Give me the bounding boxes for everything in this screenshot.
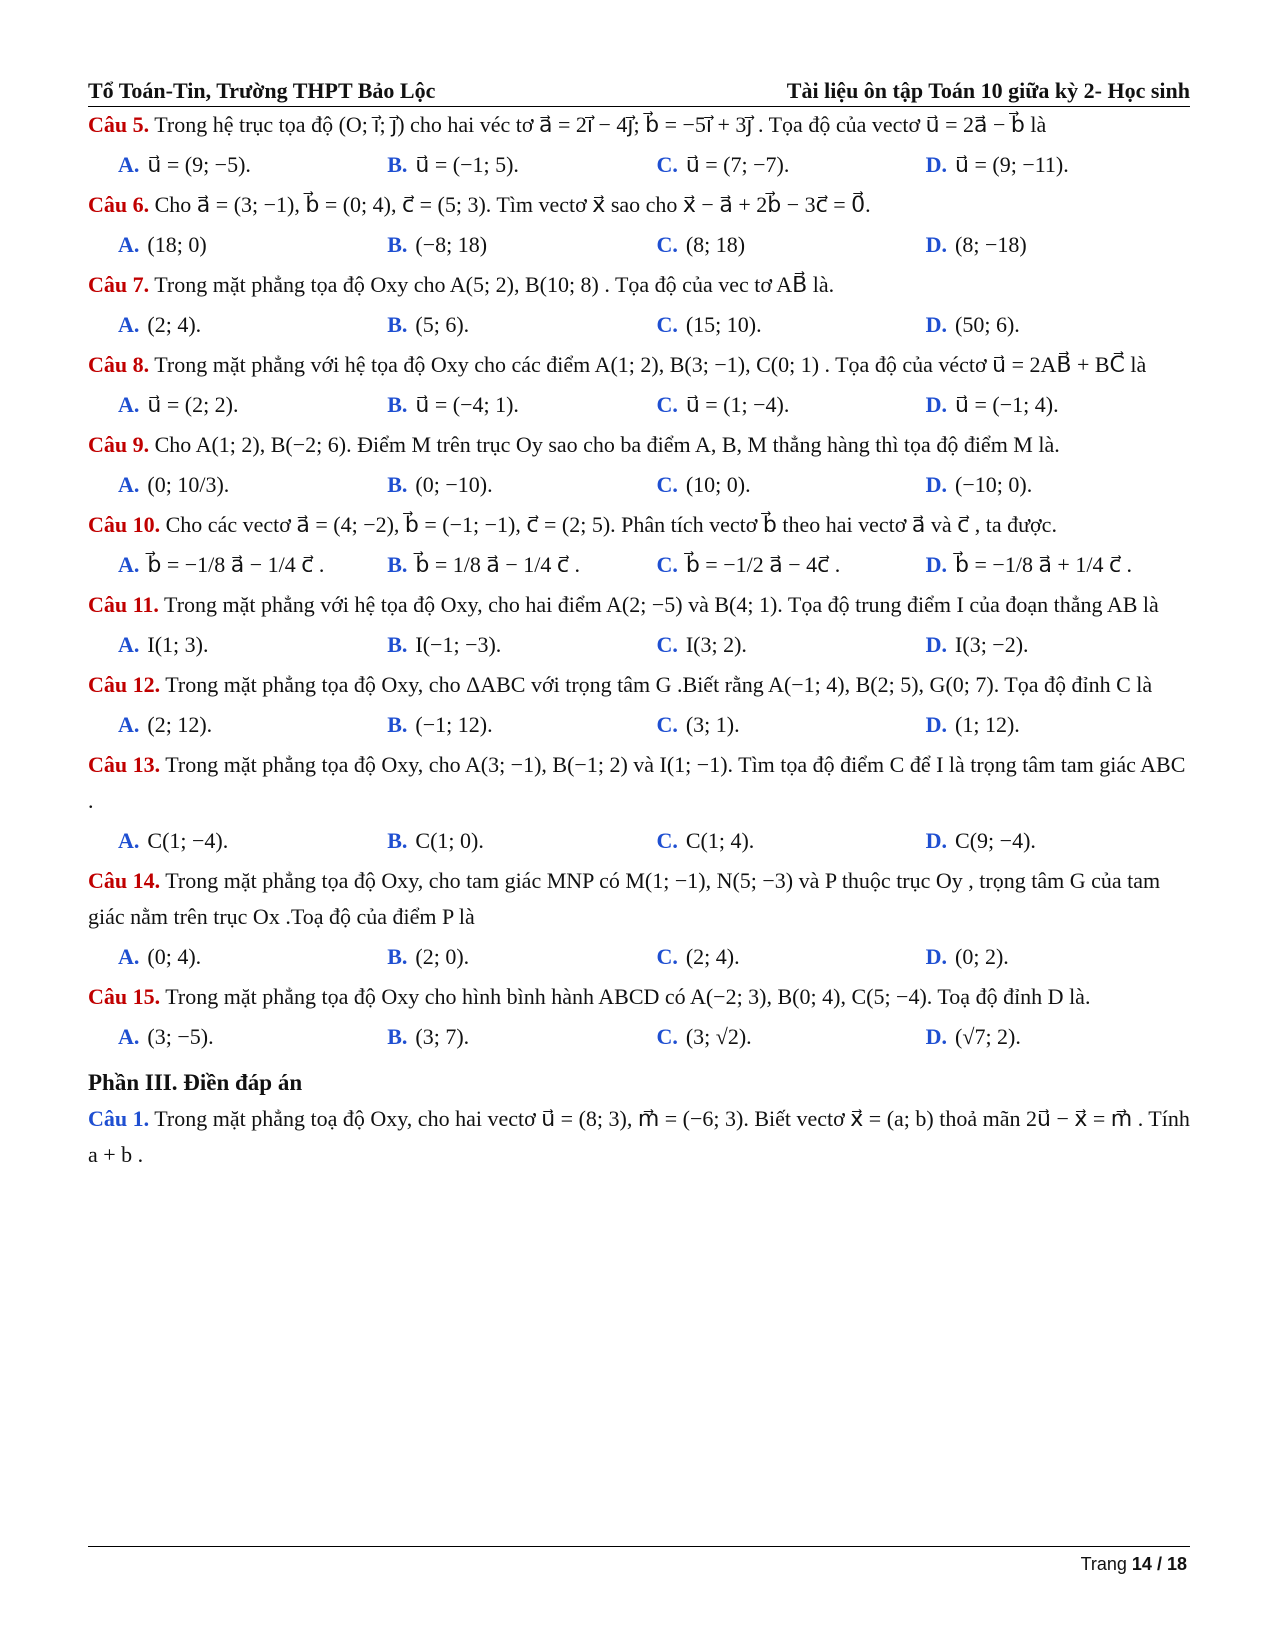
option-label: A.	[118, 712, 140, 737]
option-d	[926, 632, 1190, 658]
option-text: (−8; 18)	[415, 232, 488, 257]
option-c	[656, 472, 925, 498]
option-label: A.	[118, 312, 140, 337]
option-d	[926, 312, 1190, 338]
option-text: (50; 6).	[955, 312, 1020, 337]
option-b	[387, 152, 656, 178]
option-label: C.	[656, 552, 678, 577]
option-text: (2; 12).	[147, 712, 213, 737]
question-text: Trong mặt phẳng với hệ tọa độ Oxy, cho hai điểm A(2; −5) và B(4; 1). Tọa độ trung điểm I của đoạn thẳng AB là	[158, 592, 1159, 617]
option-c	[656, 1024, 925, 1050]
option-text: u⃗ = (2; 2).	[147, 392, 239, 417]
question	[88, 107, 1190, 143]
option-text: (2; 4).	[147, 312, 202, 337]
option-text: I(3; 2).	[685, 632, 747, 657]
option-c	[656, 152, 925, 178]
options-row	[88, 819, 1190, 863]
option-d	[926, 712, 1190, 738]
option-text: b⃗ = −1/8 a⃗ − 1/4 c⃗ .	[147, 552, 325, 577]
question-list	[88, 107, 1190, 1059]
option-text: (0; 4).	[147, 944, 202, 969]
option-a	[118, 712, 387, 738]
option-label: D.	[925, 392, 948, 417]
option-text: b⃗ = 1/8 a⃗ − 1/4 c⃗ .	[415, 552, 580, 577]
option-text: I(1; 3).	[147, 632, 209, 657]
option-text: C(9; −4).	[955, 828, 1036, 853]
options-row	[88, 543, 1190, 587]
part3-question	[88, 1101, 1190, 1173]
option-label: A.	[118, 632, 140, 657]
option-d	[926, 472, 1190, 498]
options-row	[88, 303, 1190, 347]
question-label: Câu 13.	[88, 752, 161, 777]
option-c	[656, 712, 925, 738]
option-text: (15; 10).	[685, 312, 762, 337]
option-c	[656, 312, 925, 338]
option-b	[387, 828, 656, 854]
question-label: Câu 5.	[88, 112, 150, 137]
option-label: A.	[118, 828, 140, 853]
option-d	[926, 232, 1190, 258]
option-c	[656, 232, 925, 258]
option-b	[387, 712, 656, 738]
option-label: B.	[387, 392, 408, 417]
option-text: (−1; 12).	[415, 712, 493, 737]
option-a	[118, 828, 387, 854]
footer-current-page: 14	[1131, 1554, 1152, 1574]
option-c	[656, 944, 925, 970]
option-label: C.	[656, 944, 678, 969]
option-text: C(1; −4).	[147, 828, 229, 853]
option-label: C.	[656, 312, 678, 337]
option-text: (2; 4).	[685, 944, 740, 969]
option-text: (1; 12).	[955, 712, 1020, 737]
option-text: (10; 0).	[685, 472, 751, 497]
option-text: u⃗ = (9; −11).	[955, 152, 1069, 177]
option-text: (3; √2).	[685, 1024, 752, 1049]
question	[88, 747, 1190, 819]
options-row	[88, 463, 1190, 507]
option-label: A.	[118, 232, 140, 257]
question-label: Câu 9.	[88, 432, 150, 457]
option-b	[387, 944, 656, 970]
option-d	[926, 152, 1190, 178]
question	[88, 507, 1190, 543]
option-label: D.	[925, 152, 948, 177]
question	[88, 347, 1190, 383]
option-text: (2; 0).	[415, 944, 470, 969]
option-text: (8; −18)	[955, 232, 1027, 257]
question-label: Câu 14.	[88, 868, 161, 893]
option-text: u⃗ = (9; −5).	[147, 152, 251, 177]
option-a	[118, 944, 387, 970]
option-text: (3; −5).	[147, 1024, 214, 1049]
footer-sep: /	[1151, 1554, 1167, 1574]
option-text: (0; −10).	[415, 472, 493, 497]
option-a	[118, 232, 387, 258]
option-d	[926, 552, 1190, 578]
page-footer	[1081, 1554, 1187, 1575]
option-b	[387, 1024, 656, 1050]
option-text: (18; 0)	[147, 232, 207, 257]
option-label: D.	[925, 632, 948, 657]
option-b	[387, 392, 656, 418]
option-c	[656, 828, 925, 854]
options-row	[88, 143, 1190, 187]
option-text: u⃗ = (7; −7).	[685, 152, 790, 177]
option-c	[656, 392, 925, 418]
question	[88, 427, 1190, 463]
option-label: D.	[925, 828, 948, 853]
option-a	[118, 1024, 387, 1050]
option-label: A.	[118, 1024, 140, 1049]
options-row	[88, 703, 1190, 747]
option-b	[387, 232, 656, 258]
option-c	[656, 552, 925, 578]
option-d	[926, 392, 1190, 418]
question	[88, 587, 1190, 623]
option-text: I(−1; −3).	[415, 632, 502, 657]
option-d	[926, 1024, 1190, 1050]
option-text: u⃗ = (−1; 4).	[955, 392, 1059, 417]
option-b	[387, 632, 656, 658]
question	[88, 667, 1190, 703]
option-text: (0; 2).	[955, 944, 1009, 969]
question-text: Trong mặt phẳng với hệ tọa độ Oxy cho các điểm A(1; 2), B(3; −1), C(0; 1) . Tọa độ của véctơ u⃗ = 2AB⃗ + BC⃗ là	[149, 352, 1147, 377]
page-header	[88, 74, 1190, 107]
option-text: b⃗ = −1/8 a⃗ + 1/4 c⃗ .	[955, 552, 1133, 577]
question-label: Câu 11.	[88, 592, 159, 617]
question-text: Trong mặt phẳng tọa độ Oxy, cho ΔABC với trọng tâm G .Biết rằng A(−1; 4), B(2; 5), G(0; 7). Tọa độ đỉnh C là	[160, 672, 1153, 697]
option-b	[387, 552, 656, 578]
option-text: u⃗ = (1; −4).	[685, 392, 790, 417]
options-row	[88, 1015, 1190, 1059]
question-text: Cho A(1; 2), B(−2; 6). Điểm M trên trục Oy sao cho ba điểm A, B, M thẳng hàng thì tọa độ điểm M là.	[149, 432, 1060, 457]
option-label: B.	[387, 312, 408, 337]
option-a	[118, 552, 387, 578]
question-text: Trong mặt phẳng toạ độ Oxy, cho hai vectơ u⃗ = (8; 3), m⃗ = (−6; 3). Biết vectơ x⃗ = (a; b) thoả mãn 2u⃗ − x⃗ = m⃗ . Tính a + b .	[88, 1106, 1190, 1167]
option-a	[118, 392, 387, 418]
options-row	[88, 383, 1190, 427]
question-text: Trong mặt phẳng tọa độ Oxy cho A(5; 2), B(10; 8) . Tọa độ của vec tơ AB⃗ là.	[149, 272, 835, 297]
option-a	[118, 152, 387, 178]
question-label: Câu 6.	[88, 192, 150, 217]
header-right: Tài liệu ôn tập Toán 10 giữa kỳ 2- Học sinh	[786, 78, 1190, 103]
option-d	[926, 944, 1190, 970]
question-text: Trong hệ trục tọa độ (O; i⃗; j⃗) cho hai véc tơ a⃗ = 2i⃗ − 4j⃗; b⃗ = −5i⃗ + 3j⃗ . Tọa độ của vectơ u⃗ = 2a⃗ − b⃗ là	[149, 112, 1047, 137]
question-label: Câu 8.	[88, 352, 150, 377]
option-label: C.	[656, 712, 678, 737]
option-label: C.	[656, 232, 678, 257]
question	[88, 267, 1190, 303]
option-label: D.	[925, 1024, 948, 1049]
options-row	[88, 935, 1190, 979]
option-a	[118, 312, 387, 338]
footer-prefix: Trang	[1080, 1554, 1132, 1574]
option-text: C(1; 4).	[685, 828, 755, 853]
option-label: B.	[387, 712, 408, 737]
footer-total-pages: 18	[1166, 1554, 1187, 1574]
question-text: Cho các vectơ a⃗ = (4; −2), b⃗ = (−1; −1), c⃗ = (2; 5). Phân tích vectơ b⃗ theo hai vectơ a⃗ và c⃗ , ta được.	[160, 512, 1057, 537]
header-left: Tổ Toán-Tin, Trường THPT Bảo Lộc	[88, 78, 436, 103]
option-label: B.	[387, 472, 408, 497]
option-label: B.	[387, 152, 408, 177]
options-row	[88, 623, 1190, 667]
option-text: (5; 6).	[415, 312, 470, 337]
question-label: Câu 1.	[88, 1106, 150, 1131]
option-label: B.	[387, 828, 408, 853]
option-text: b⃗ = −1/2 a⃗ − 4c⃗ .	[685, 552, 841, 577]
option-text: (√7; 2).	[955, 1024, 1021, 1049]
option-label: A.	[118, 152, 140, 177]
option-label: A.	[118, 552, 140, 577]
option-label: B.	[387, 1024, 408, 1049]
option-label: D.	[925, 944, 948, 969]
option-text: (8; 18)	[685, 232, 746, 257]
option-text: (0; 10/3).	[147, 472, 230, 497]
option-label: D.	[925, 312, 948, 337]
document-page	[88, 74, 1190, 1173]
option-label: C.	[656, 392, 678, 417]
question-text: Trong mặt phẳng tọa độ Oxy, cho A(3; −1), B(−1; 2) và I(1; −1). Tìm tọa độ điểm C để I là trọng tâm tam giác ABC .	[88, 752, 1186, 813]
question-text: Cho a⃗ = (3; −1), b⃗ = (0; 4), c⃗ = (5; 3). Tìm vectơ x⃗ sao cho x⃗ − a⃗ + 2b⃗ − 3c⃗ = 0⃗.	[149, 192, 871, 217]
option-text: (−10; 0).	[955, 472, 1033, 497]
option-label: D.	[925, 232, 948, 257]
option-b	[387, 472, 656, 498]
section-title: Phần III. Điền đáp án	[88, 1070, 303, 1095]
question-text: Trong mặt phẳng tọa độ Oxy cho hình bình hành ABCD có A(−2; 3), B(0; 4), C(5; −4). Toạ độ đỉnh D là.	[160, 984, 1091, 1009]
option-label: C.	[656, 828, 678, 853]
options-row	[88, 223, 1190, 267]
option-label: A.	[118, 944, 140, 969]
option-text: (3; 1).	[685, 712, 740, 737]
option-text: I(3; −2).	[955, 632, 1029, 657]
question-label: Câu 7.	[88, 272, 150, 297]
option-a	[118, 632, 387, 658]
option-c	[656, 632, 925, 658]
question-label: Câu 12.	[88, 672, 161, 697]
option-label: B.	[387, 232, 408, 257]
question	[88, 187, 1190, 223]
option-label: C.	[656, 1024, 678, 1049]
option-label: B.	[387, 552, 408, 577]
option-label: B.	[387, 632, 408, 657]
option-label: D.	[925, 712, 948, 737]
option-b	[387, 312, 656, 338]
option-d	[926, 828, 1190, 854]
option-label: C.	[656, 152, 678, 177]
option-label: A.	[118, 392, 140, 417]
option-label: B.	[387, 944, 408, 969]
option-a	[118, 472, 387, 498]
question-label: Câu 10.	[88, 512, 161, 537]
question-text: Trong mặt phẳng tọa độ Oxy, cho tam giác MNP có M(1; −1), N(5; −3) và P thuộc trục Oy , trọng tâm G của tam giác nằm trên trục Ox .Toạ độ của điểm P là	[88, 868, 1161, 929]
option-label: A.	[118, 472, 140, 497]
option-text: C(1; 0).	[415, 828, 484, 853]
option-text: u⃗ = (−1; 5).	[415, 152, 519, 177]
question-label: Câu 15.	[88, 984, 161, 1009]
option-text: u⃗ = (−4; 1).	[415, 392, 519, 417]
option-label: C.	[656, 472, 678, 497]
option-label: D.	[925, 552, 948, 577]
question	[88, 863, 1190, 935]
question	[88, 979, 1190, 1015]
footer-divider	[88, 1546, 1190, 1547]
option-label: C.	[656, 632, 678, 657]
option-label: D.	[925, 472, 948, 497]
option-text: (3; 7).	[415, 1024, 470, 1049]
